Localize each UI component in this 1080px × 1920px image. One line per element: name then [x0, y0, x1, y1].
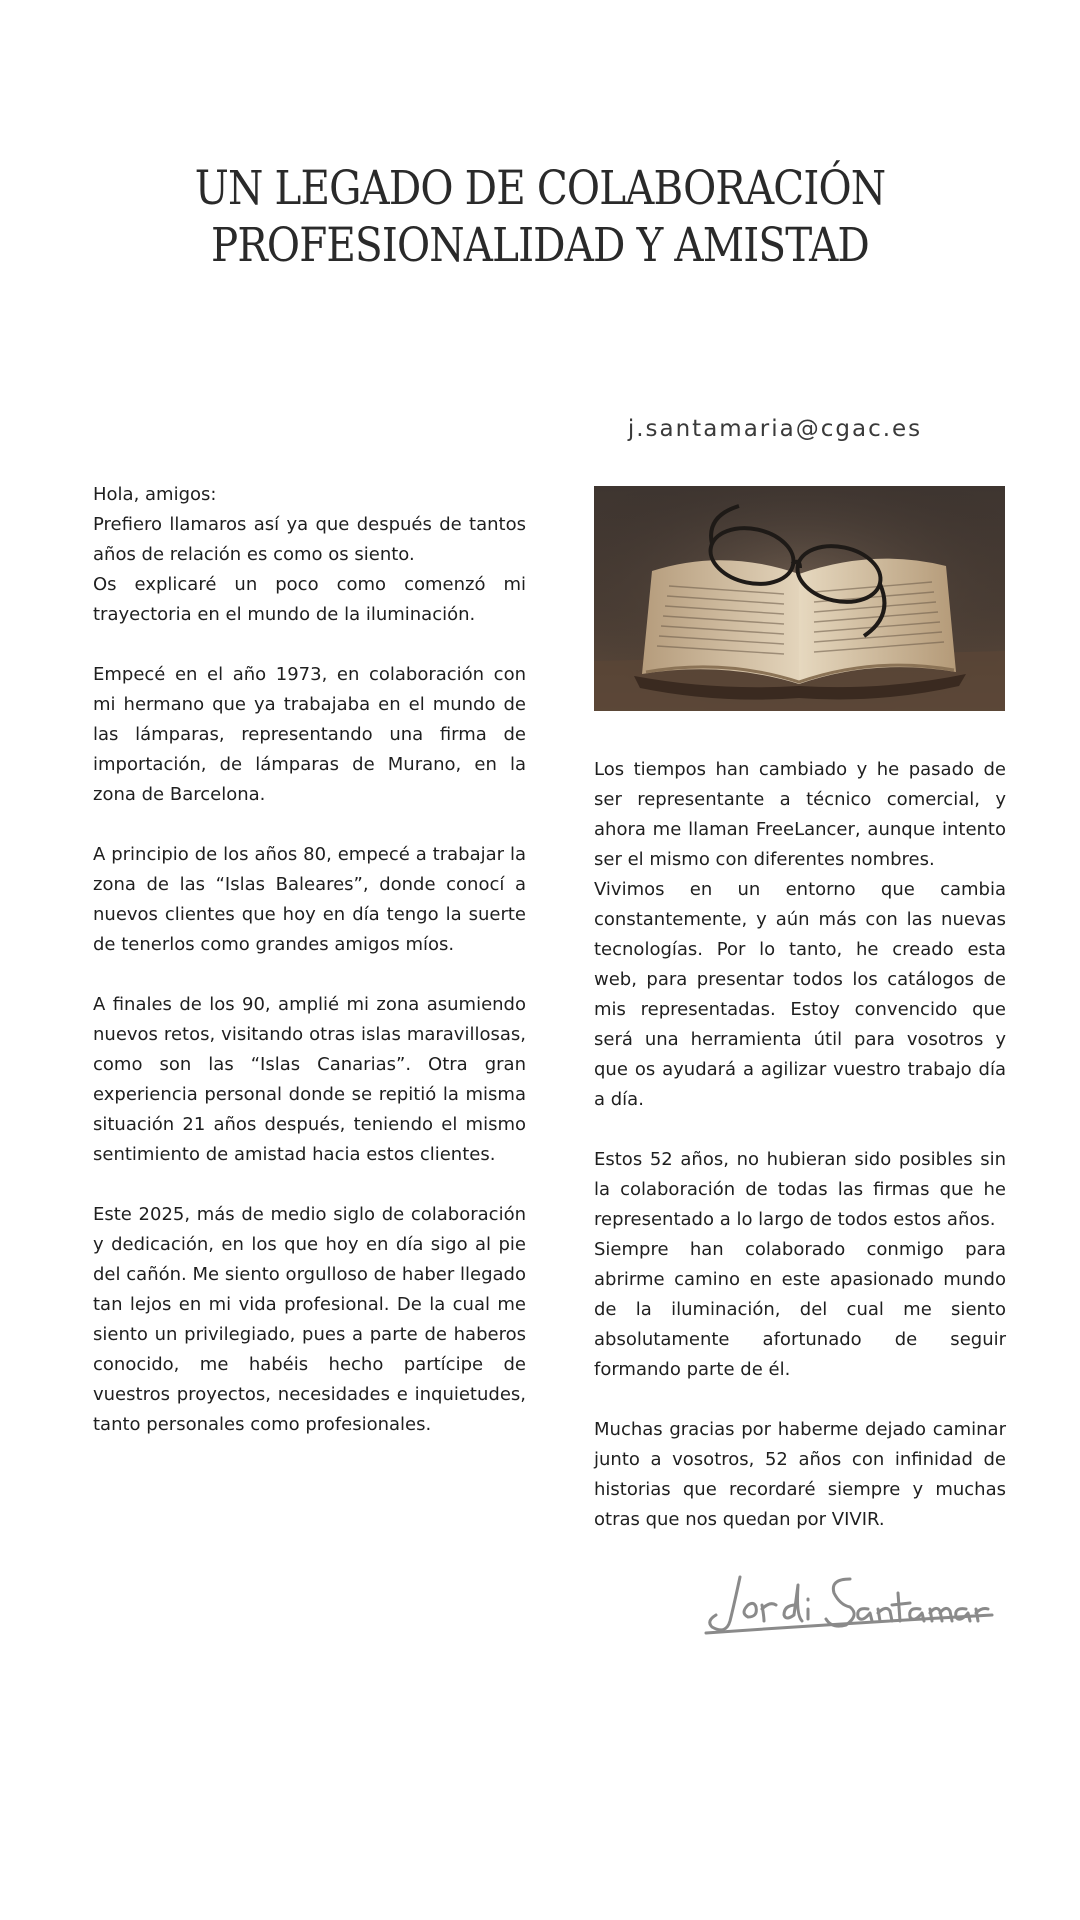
- title-line-2: PROFESIONALIDAD Y AMISTAD: [211, 218, 869, 273]
- greeting-text-line: Prefiero llamaros así ya que después de tantos años de relación es como os siento.: [93, 514, 526, 565]
- collaboration-text-line: Siempre han colaborado conmigo para abrirme camino en este apasionado mundo de la iluminación, del cual me siento absolutamente afortunado de seguir formando parte de él.: [594, 1239, 1006, 1380]
- website-text-line: Vivimos en un entorno que cambia constantemente, y aún más con las nuevas tecnologías. Por lo tanto, he creado esta web, para presentar todos los catálogos de mis representadas. Estoy convencido que será una herramienta útil para vosotros y que os ayudará a agilizar vuestro trabajo día a día.: [594, 879, 1006, 1110]
- handwritten-signature: [700, 1565, 1000, 1645]
- left-column: [93, 480, 526, 1440]
- paragraph-1973: Empecé en el año 1973, en colaboración con mi hermano que ya trabajaba en el mundo de las lámparas, representando una firma de importación, de lámparas de Murano, en la zona de Barcelona.: [93, 664, 526, 805]
- paragraph-2025: Este 2025, más de medio siglo de colaboración y dedicación, en los que hoy en día sigo al pie del cañón. Me siento orgulloso de haber llegado tan lejos en mi vida profesional. De la cual me siento un privilegiado, pues a parte de haberos conocido, me habéis hecho partícipe de vuestros proyectos, necesidades e inquietudes, tanto personales como profesionales.: [93, 1204, 526, 1435]
- book-glasses-illustration: [594, 486, 1005, 711]
- greeting-paragraph: [93, 480, 526, 630]
- intro-text-line: Os explicaré un poco como comenzó mi trayectoria en el mundo de la iluminación.: [93, 574, 526, 625]
- paragraph-thanks: Muchas gracias por haberme dejado caminar junto a vosotros, 52 años con infinidad de historias que recordaré siempre y muchas otras que nos quedan por VIVIR.: [594, 1419, 1006, 1530]
- signature-graphic: [700, 1565, 1000, 1645]
- changes-text-line: Los tiempos han cambiado y he pasado de ser representante a técnico comercial, y ahora me llaman FreeLancer, aunque intento ser el mismo con diferentes nombres.: [594, 759, 1006, 870]
- firms-text-line: Estos 52 años, no hubieran sido posibles sin la colaboración de todas las firmas que he representado a lo largo de todos estos años.: [594, 1149, 1006, 1230]
- right-column: [594, 755, 1006, 1535]
- paragraph-52-years: [594, 1145, 1006, 1385]
- open-book-with-glasses-photo: [594, 486, 1005, 711]
- paragraph-90s: A finales de los 90, amplié mi zona asumiendo nuevos retos, visitando otras islas maravillosas, como son las “Islas Canarias”. Otra gran experiencia personal donde se repitió la misma situación 21 años después, teniendo el mismo sentimiento de amistad hacia estos clientes.: [93, 994, 526, 1165]
- page-title: [76, 160, 1005, 274]
- paragraph-80s: A principio de los años 80, empecé a trabajar la zona de las “Islas Baleares”, donde conocí a nuevos clientes que hoy en día tengo la suerte de tenerlos como grandes amigos míos.: [93, 844, 526, 955]
- paragraph-freelancer: [594, 755, 1006, 1115]
- greeting-line: Hola, amigos:: [93, 484, 217, 505]
- contact-email[interactable]: j.santamaria@cgac.es: [627, 416, 923, 442]
- title-line-1: UN LEGADO DE COLABORACIÓN: [194, 161, 886, 216]
